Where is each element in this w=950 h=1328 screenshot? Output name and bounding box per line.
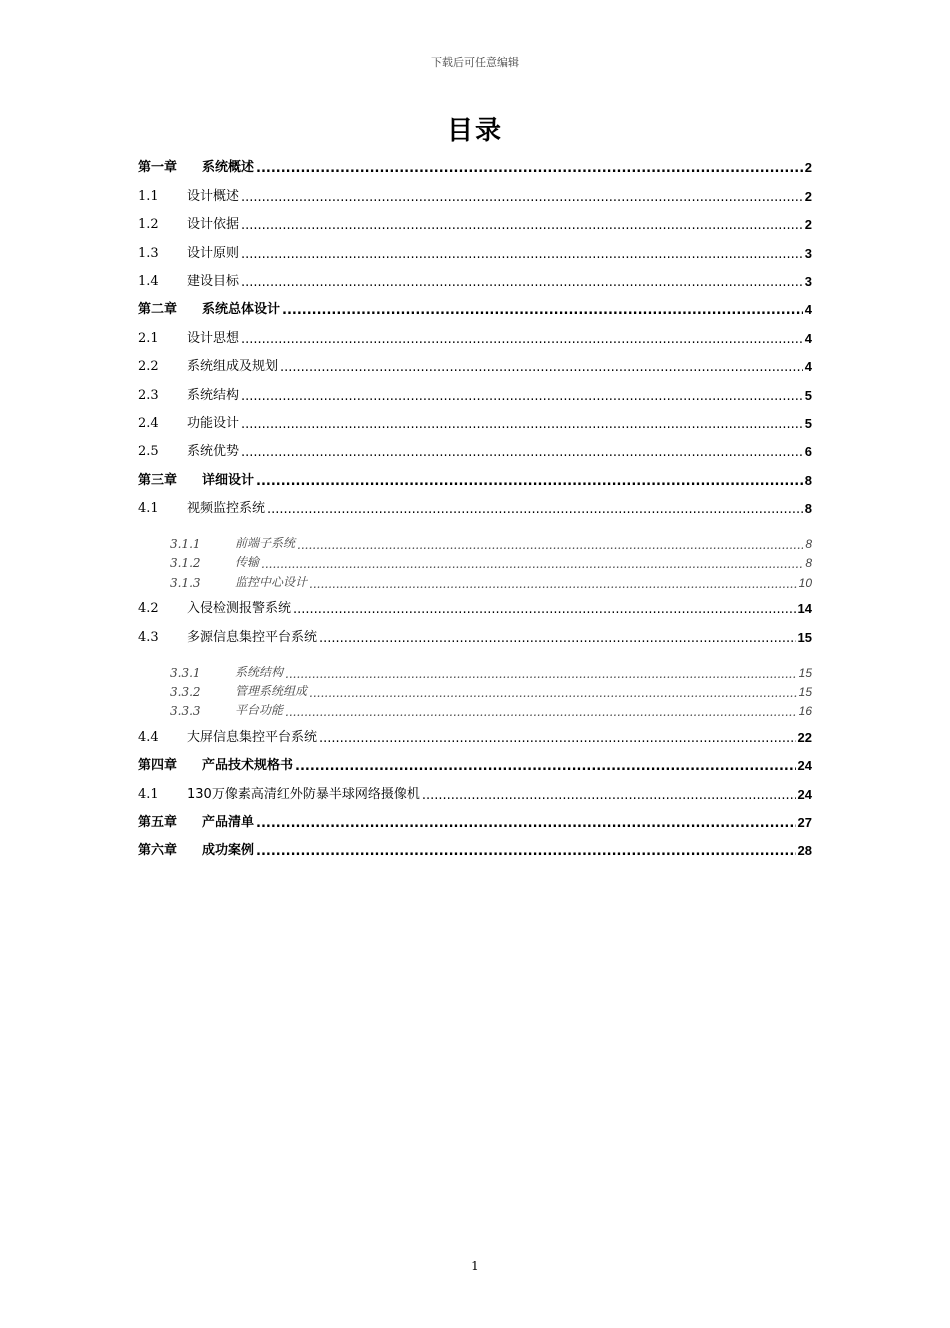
- toc-dot-leader: [309, 687, 797, 699]
- toc-entry-label: 平台功能: [235, 703, 284, 718]
- toc-entry-number: 4.2: [138, 601, 159, 617]
- toc-entry-page: 8: [804, 472, 812, 488]
- toc-entry-label: 详细设计: [202, 472, 255, 488]
- toc-entry-label: 系统结构: [235, 664, 284, 679]
- toc-entry[interactable]: [138, 377, 812, 405]
- toc-entry-number: 第五章: [138, 814, 178, 830]
- toc-entry-number: 2.3: [138, 387, 159, 403]
- toc-dot-leader: [282, 304, 803, 317]
- toc-entry-page: 10: [798, 575, 812, 590]
- toc-entry-label: 建设目标: [187, 273, 240, 289]
- toc-entry-number: 3.1.1: [170, 537, 201, 552]
- toc-dot-leader: [280, 361, 803, 374]
- toc-entry[interactable]: [138, 207, 812, 235]
- toc-entry-number: 4.1: [138, 501, 159, 517]
- toc-entry-number: 2.2: [138, 359, 159, 375]
- toc-entry-number: 2.1: [138, 330, 159, 346]
- toc-entry-page: 14: [797, 601, 812, 617]
- toc-entry[interactable]: [138, 462, 812, 490]
- toc-entry-page: 8: [805, 556, 812, 571]
- toc-entry[interactable]: [138, 619, 812, 647]
- toc-entry-label: 130万像素高清红外防暴半球网络摄像机: [187, 786, 420, 802]
- toc-dot-leader: [256, 845, 796, 858]
- toc-entry-label: 管理系统组成: [235, 684, 308, 699]
- toc-entry-page: 3: [804, 273, 812, 289]
- toc-entry-label: 成功案例: [202, 843, 255, 859]
- toc-entry[interactable]: [138, 235, 812, 263]
- toc-dot-leader: [241, 418, 803, 431]
- toc-entry[interactable]: [138, 434, 812, 462]
- toc-dot-leader: [267, 503, 803, 516]
- toc-entry-number: 第二章: [138, 302, 178, 318]
- toc-dot-leader: [241, 219, 803, 232]
- toc-entry-number: 3.1.2: [170, 556, 201, 571]
- toc-entry-label: 前端子系统: [235, 536, 296, 551]
- toc-dot-leader: [241, 248, 803, 261]
- toc-entry-label: 系统概述: [202, 160, 255, 176]
- toc-entry-number: 第四章: [138, 758, 178, 774]
- toc-entry-label: 设计思想: [187, 330, 240, 346]
- toc-entry-page: 8: [805, 537, 812, 552]
- toc-dot-leader: [309, 578, 797, 590]
- toc-entry-page: 2: [804, 217, 812, 233]
- toc-entry[interactable]: [138, 805, 812, 833]
- toc-entry-label: 功能设计: [187, 415, 240, 431]
- toc-entry-page: 28: [797, 843, 812, 859]
- toc-entry-number: 1.1: [138, 188, 159, 204]
- table-of-contents: [138, 150, 812, 861]
- toc-entry-number: 第六章: [138, 843, 178, 859]
- toc-entry-label: 设计依据: [187, 217, 240, 233]
- toc-dot-leader: [319, 632, 796, 645]
- toc-entry-label: 设计原则: [187, 245, 240, 261]
- toc-entry-label: 设计概述: [187, 188, 240, 204]
- toc-dot-leader: [241, 191, 803, 204]
- toc-entry-label: 视频监控系统: [187, 501, 266, 517]
- toc-dot-leader: [297, 539, 803, 551]
- toc-entry-label: 大屏信息集控平台系统: [187, 729, 318, 745]
- toc-entry-page: 5: [804, 387, 812, 403]
- toc-entry[interactable]: [138, 591, 812, 619]
- page-header: 下载后可任意编辑: [431, 56, 519, 69]
- toc-entry-number: 3.3.2: [170, 685, 201, 700]
- toc-entry-page: 15: [797, 629, 812, 645]
- toc-entry-number: 第一章: [138, 160, 178, 176]
- toc-entry-page: 15: [798, 685, 812, 700]
- toc-entry-number: 4.1: [138, 786, 159, 802]
- toc-entry[interactable]: [138, 178, 812, 206]
- toc-entry-label: 监控中心设计: [235, 574, 308, 589]
- toc-entry-number: 4.4: [138, 729, 159, 745]
- toc-dot-leader: [319, 732, 796, 745]
- toc-entry[interactable]: [138, 833, 812, 861]
- toc-entry[interactable]: [138, 776, 812, 804]
- toc-dot-leader: [295, 760, 796, 773]
- toc-entry-page: 5: [804, 415, 812, 431]
- toc-dot-leader: [241, 390, 803, 403]
- toc-entry-page: 24: [797, 758, 812, 774]
- toc-entry[interactable]: [138, 700, 812, 719]
- toc-title: 目录: [446, 116, 503, 146]
- toc-entry[interactable]: [138, 150, 812, 178]
- toc-entry-page: 4: [804, 359, 812, 375]
- toc-entry[interactable]: [138, 719, 812, 747]
- toc-entry[interactable]: [138, 519, 812, 552]
- toc-dot-leader: [422, 789, 796, 802]
- toc-entry-number: 2.5: [138, 444, 159, 460]
- toc-entry-page: 16: [798, 704, 812, 719]
- toc-entry[interactable]: [138, 648, 812, 681]
- toc-entry-label: 系统总体设计: [202, 302, 281, 318]
- toc-dot-leader: [241, 333, 803, 346]
- page-number: 1: [471, 1259, 479, 1273]
- toc-entry-number: 1.4: [138, 273, 159, 289]
- toc-entry-number: 3.1.3: [170, 575, 201, 590]
- toc-entry-page: 27: [797, 814, 812, 830]
- toc-entry[interactable]: [138, 406, 812, 434]
- toc-entry-label: 入侵检测报警系统: [187, 601, 292, 617]
- toc-dot-leader: [261, 558, 803, 570]
- toc-dot-leader: [241, 276, 803, 289]
- toc-dot-leader: [293, 603, 796, 616]
- toc-entry-page: 15: [798, 665, 812, 680]
- toc-entry[interactable]: [138, 264, 812, 292]
- toc-dot-leader: [285, 668, 797, 680]
- toc-entry-label: 多源信息集控平台系统: [187, 629, 318, 645]
- toc-entry-label: 系统结构: [187, 387, 240, 403]
- toc-entry-label: 产品清单: [202, 814, 255, 830]
- toc-entry-page: 4: [804, 330, 812, 346]
- toc-entry-page: 24: [797, 786, 812, 802]
- toc-entry-number: 第三章: [138, 472, 178, 488]
- toc-entry[interactable]: [138, 349, 812, 377]
- toc-entry-page: 6: [804, 444, 812, 460]
- toc-entry[interactable]: [138, 292, 812, 320]
- toc-dot-leader: [241, 446, 803, 459]
- toc-entry-number: 1.2: [138, 217, 159, 233]
- toc-entry[interactable]: [138, 681, 812, 700]
- toc-dot-leader: [256, 817, 796, 830]
- toc-dot-leader: [256, 162, 803, 175]
- toc-entry-page: 2: [804, 188, 812, 204]
- toc-dot-leader: [256, 475, 803, 488]
- toc-entry[interactable]: [138, 571, 812, 590]
- toc-entry[interactable]: [138, 320, 812, 348]
- toc-entry-page: 3: [804, 245, 812, 261]
- toc-entry-label: 系统优势: [187, 444, 240, 460]
- toc-entry[interactable]: [138, 748, 812, 776]
- toc-entry-number: 3.3.1: [170, 665, 201, 680]
- toc-entry-number: 4.3: [138, 629, 159, 645]
- toc-entry-number: 3.3.3: [170, 704, 201, 719]
- toc-entry[interactable]: [138, 491, 812, 519]
- toc-entry-number: 1.3: [138, 245, 159, 261]
- toc-entry-page: 2: [804, 160, 812, 176]
- toc-entry-page: 8: [804, 501, 812, 517]
- toc-entry-label: 系统组成及规划: [187, 359, 279, 375]
- toc-dot-leader: [285, 706, 797, 718]
- toc-entry-page: 4: [804, 302, 812, 318]
- toc-entry-page: 22: [797, 729, 812, 745]
- toc-entry[interactable]: [138, 552, 812, 571]
- toc-entry-label: 产品技术规格书: [202, 758, 294, 774]
- toc-entry-label: 传输: [235, 555, 260, 570]
- toc-entry-number: 2.4: [138, 415, 159, 431]
